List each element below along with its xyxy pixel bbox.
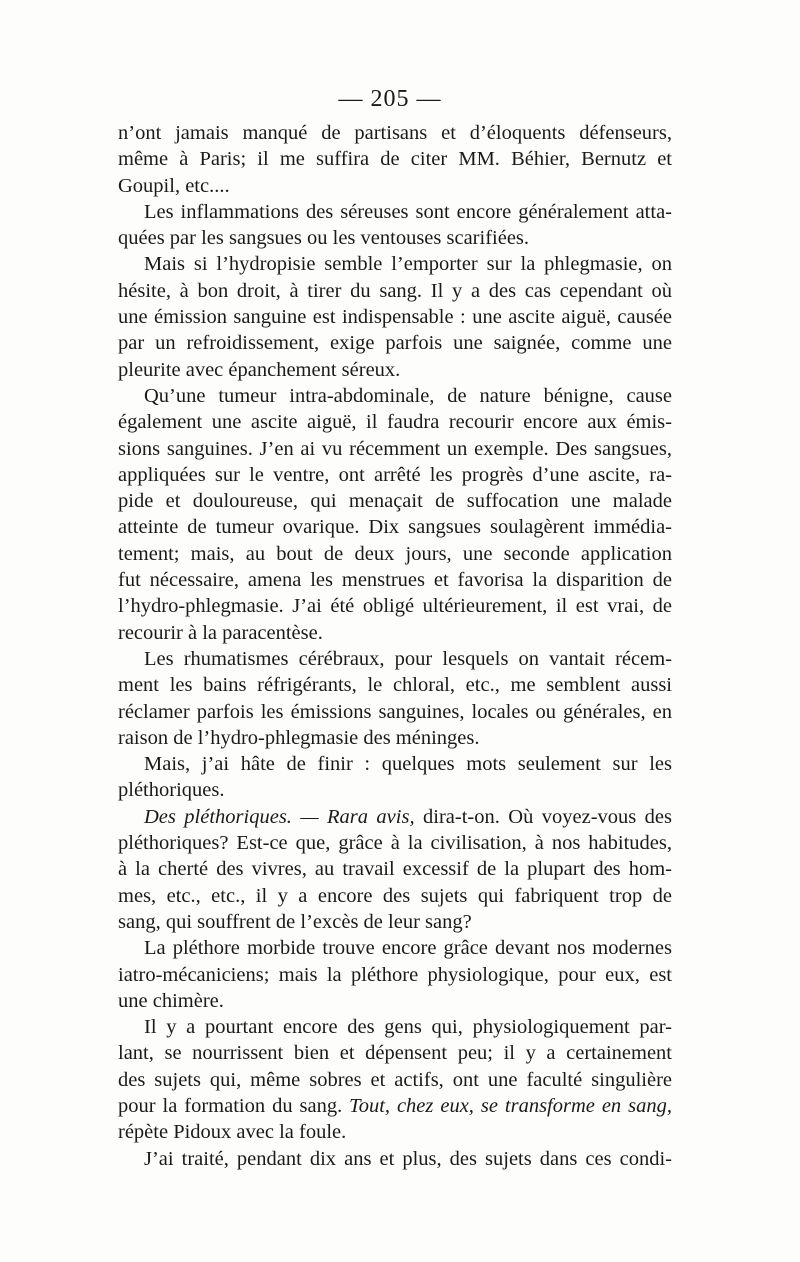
text-line: [118, 856, 672, 882]
text-run: une émission sanguine est indispensable : une ascite aiguë, causée: [118, 306, 672, 329]
text-line: [118, 357, 672, 383]
text-run: sang, qui souffrent de l’excès de leur sang?: [118, 910, 472, 933]
text-line: [118, 777, 672, 803]
text-line: [118, 909, 672, 935]
text-run: Il y a pourtant encore des gens qui, physiologiquement par-: [144, 1016, 672, 1039]
text-line: [118, 304, 672, 330]
text-line: [118, 225, 672, 251]
body-text: [118, 120, 672, 1172]
text-run: atteinte de tumeur ovarique. Dix sangsues soulagèrent immédia-: [118, 516, 672, 539]
text-run: Qu’une tumeur intra-abdominale, de nature bénigne, cause: [144, 384, 672, 407]
text-run: hésite, à bon droit, à tirer du sang. Il y a des cas cependant où: [118, 279, 672, 302]
text-run: n’ont jamais manqué de partisans et d’éloquents défenseurs,: [118, 122, 672, 144]
text-run: même à Paris; il me suffira de citer MM. Béhier, Bernutz et: [118, 148, 672, 171]
text-run: une chimère.: [118, 989, 224, 1012]
text-run: dira-t-on. Où voyez-vous des: [414, 805, 673, 828]
text-run: pleurite avec épanchement séreux.: [118, 358, 401, 381]
text-run: appliquées sur le ventre, ont arrêté les progrès d’une ascite, ra-: [118, 463, 672, 486]
text-line: [118, 1146, 672, 1172]
text-run: iatro-mécaniciens; mais la pléthore physiologique, pour eux, est: [118, 963, 672, 986]
text-run: pléthoriques.: [118, 779, 225, 802]
text-line: [118, 620, 672, 646]
text-line: [118, 146, 672, 172]
text-run: pléthoriques? Est-ce que, grâce à la civilisation, à nos habitudes,: [118, 832, 672, 855]
text-line: [118, 1040, 672, 1066]
text-line: [118, 567, 672, 593]
text-run: lant, se nourrissent bien et dépensent peu; il y a certainement: [118, 1042, 672, 1065]
text-line: [118, 330, 672, 356]
text-run: des sujets qui, même sobres et actifs, ont une faculté singulière: [118, 1068, 672, 1091]
text-line: [118, 436, 672, 462]
text-line: [118, 646, 672, 672]
text-run: tement; mais, au bout de deux jours, une seconde application: [118, 542, 672, 565]
text-run: Mais si l’hydropisie semble l’emporter sur la phlegmasie, on: [144, 253, 672, 276]
text-line: [118, 672, 672, 698]
text-line: [118, 935, 672, 961]
text-line: [118, 830, 672, 856]
text-run: Mais, j’ai hâte de finir : quelques mots seulement sur les: [144, 753, 672, 776]
text-run: pide et douloureuse, qui menaçait de suffocation une malade: [118, 490, 672, 513]
text-line: [118, 988, 672, 1014]
text-line: [118, 199, 672, 225]
text-run: par un refroidissement, exige parfois une saignée, comme une: [118, 332, 672, 355]
text-run: également une ascite aiguë, il faudra recourir encore aux émis-: [118, 411, 672, 434]
text-line: [118, 1014, 672, 1040]
text-run: Les rhumatismes cérébraux, pour lesquels on vantait récem-: [144, 647, 672, 670]
text-line: [118, 462, 672, 488]
text-run: recourir à la paracentèse.: [118, 621, 323, 644]
text-run: répète Pidoux avec la foule.: [118, 1121, 347, 1144]
text-line: [118, 488, 672, 514]
text-line: [118, 409, 672, 435]
text-line: [118, 699, 672, 725]
text-line: [118, 514, 672, 540]
text-line: [118, 962, 672, 988]
text-run: quées par les sangsues ou les ventouses scarifiées.: [118, 227, 530, 250]
text-line: [118, 251, 672, 277]
text-run: Les inflammations des séreuses sont encore généralement atta-: [144, 200, 672, 223]
text-line: [118, 593, 672, 619]
text-run: ment les bains réfrigérants, le chloral, etc., me semblent aussi: [118, 674, 672, 697]
text-run: Goupil, etc....: [118, 174, 230, 197]
text-line: [118, 1067, 672, 1093]
text-run: réclamer parfois les émissions sanguines, locales ou générales, en: [118, 700, 672, 723]
text-run: sions sanguines. J’en ai vu récemment un exemple. Des sangsues,: [118, 437, 672, 460]
text-run: à la cherté des vivres, au travail excessif de la plupart des hom-: [118, 858, 672, 881]
text-line: [118, 725, 672, 751]
text-line: [118, 1119, 672, 1145]
text-line: [118, 1093, 672, 1119]
text-run: La pléthore morbide trouve encore grâce devant nos modernes: [144, 937, 672, 960]
text-line: [118, 120, 672, 146]
text-line: [118, 173, 672, 199]
italic-text: Tout, chez eux, se transforme en sang,: [349, 1094, 672, 1117]
text-run: pour la formation du sang.: [118, 1094, 350, 1117]
text-run: mes, etc., etc., il y a encore des sujets qui fabriquent trop de: [118, 884, 672, 907]
text-line: [118, 804, 672, 830]
text-line: [118, 278, 672, 304]
text-run: l’hydro-phlegmasie. J’ai été obligé ultérieurement, il est vrai, de: [118, 595, 672, 618]
text-run: raison de l’hydro-phlegmasie des méninges.: [118, 726, 480, 749]
page-number: — 205 —: [338, 86, 442, 112]
text-line: [118, 541, 672, 567]
italic-text: Des pléthoriques. — Rara avis,: [144, 805, 415, 828]
text-line: [118, 883, 672, 909]
text-line: [118, 751, 672, 777]
text-line: [118, 383, 672, 409]
text-run: fut nécessaire, amena les menstrues et favorisa la disparition de: [118, 569, 672, 592]
text-run: J’ai traité, pendant dix ans et plus, des sujets dans ces condi-: [144, 1147, 672, 1170]
